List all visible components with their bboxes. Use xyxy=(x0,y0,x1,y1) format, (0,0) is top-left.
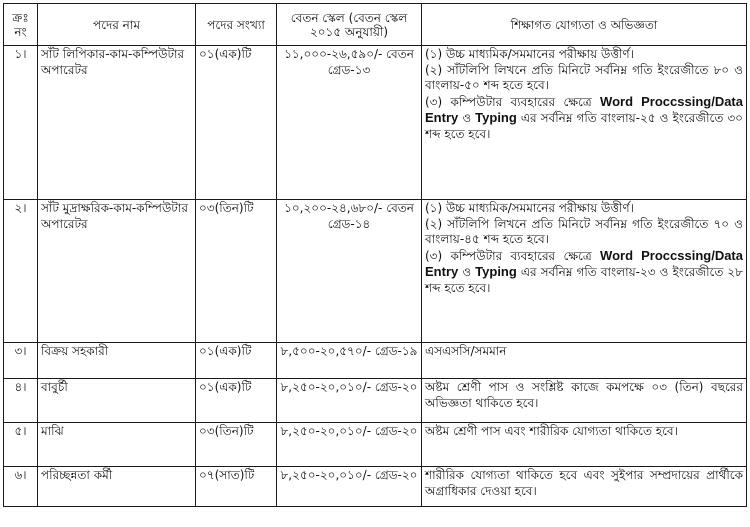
qualification-line-3-prefix: (৩) কম্পিউটার ব্যবহারের ক্ষেত্রে xyxy=(425,94,592,109)
row-post-count: ০১(এক)টি xyxy=(196,343,277,379)
row-serial: ২। xyxy=(4,200,38,343)
qualification-conjunction: ও xyxy=(462,265,472,279)
qualification-line-3 xyxy=(425,248,743,297)
qualification-conjunction: ও xyxy=(462,111,472,125)
row-post-name: বিক্রয় সহকারী xyxy=(38,343,196,379)
row-pay-scale: ৮,৫০০-২০,৫৭০/- গ্রেড-১৯ xyxy=(277,343,422,379)
row-pay-scale: ৮,২৫০-২০,০১০/- গ্রেড-২০ xyxy=(277,467,422,507)
row-post-count: ০৩(তিন)টি xyxy=(196,423,277,467)
table-row xyxy=(4,467,747,507)
table-header-row xyxy=(4,4,747,46)
row-serial: ৫। xyxy=(4,423,38,467)
row-pay-scale: ৮,২৫০-২০,০১০/- গ্রেড-২০ xyxy=(277,379,422,423)
header-post-name: পদের নাম xyxy=(38,4,196,46)
table-row xyxy=(4,200,747,343)
row-post-count: ০১(এক)টি xyxy=(196,46,277,200)
row-post-name: সাঁট লিপিকার-কাম-কম্পিউটার অপারেটর xyxy=(38,46,196,200)
header-post-count: পদের সংখ্যা xyxy=(196,4,277,46)
table-row xyxy=(4,46,747,200)
table-row xyxy=(4,343,747,379)
qualification-line-2: (২) সাঁটলিপি লিখনে প্রতি মিনিটে সর্বনিম্ন গতি ইংরেজীতে ৮০ ও বাংলায়-৫০ শব্দ হতে হবে। xyxy=(425,62,743,92)
row-pay-scale: ৮,২৫০-২০,০১০/- গ্রেড-২০ xyxy=(277,423,422,467)
header-qualification: শিক্ষাগত যোগ্যতা ও অভিজ্ঞতা xyxy=(422,4,747,46)
qualification-line-3 xyxy=(425,94,743,143)
row-serial: ৩। xyxy=(4,343,38,379)
qualification-software-term: Word Proccssing/Data Entry xyxy=(425,93,743,125)
qualification-line-1: (১) উচ্চ মাধ্যমিক/সমমানের পরীক্ষায় উত্তীর্ণ। xyxy=(425,47,634,61)
qualification-line-1: (১) উচ্চ মাধ্যমিক/সমমানের পরীক্ষায় উত্তীর্ণ। xyxy=(425,201,634,215)
header-pay-scale: বেতন স্কেল (বেতন স্কেল ২০১৫ অনুযায়ী) xyxy=(277,4,422,46)
row-qualification: অষ্টম শ্রেণী পাস ও সংশ্লিষ্ট কাজে কমপক্ষে ০৩ (তিন) বছরের অভিজ্ঞতা থাকিতে হবে। xyxy=(422,379,747,423)
row-serial: ৪। xyxy=(4,379,38,423)
row-serial: ৬। xyxy=(4,467,38,507)
row-qualification xyxy=(422,46,747,200)
qualification-line-2: (২) সাঁটলিপি লিখনে প্রতি মিনিটে সর্বনিম্ন গতি ইংরেজীতে ৭০ ও বাংলায়-৪৫ শব্দ হতে হবে। xyxy=(425,216,743,246)
header-serial: ক্রঃ নং xyxy=(4,4,38,46)
row-post-count: ০১(এক)টি xyxy=(196,379,277,423)
row-serial: ১। xyxy=(4,46,38,200)
row-post-count: ০৩(তিন)টি xyxy=(196,200,277,343)
job-vacancy-table xyxy=(3,3,747,507)
row-qualification: অষ্টম শ্রেণী পাস এবং শারীরিক যোগ্যতা থাকিতে হবে। xyxy=(422,423,747,467)
row-pay-scale: ১০,২০০-২৪,৬৮০/- বেতন গ্রেড-১৪ xyxy=(277,200,422,343)
qualification-line-3-prefix: (৩) কম্পিউটার ব্যবহারের ক্ষেত্রে xyxy=(425,248,592,263)
row-post-name: মাঝি xyxy=(38,423,196,467)
qualification-typing-term: Typing xyxy=(475,110,517,125)
qualification-line-3-suffix: এর সর্বনিম্ন গতি বাংলায়-২৫ ও ইংরেজীতে ৩০ শব্দ হতে হবে। xyxy=(425,111,743,141)
row-pay-scale: ১১,০০০-২৬,৫৯০/- বেতন গ্রেড-১৩ xyxy=(277,46,422,200)
row-qualification xyxy=(422,200,747,343)
row-post-name: বাবুর্চী xyxy=(38,379,196,423)
qualification-software-term: Word Proccssing/Data Entry xyxy=(425,247,743,279)
qualification-line-3-suffix: এর সর্বনিম্ন গতি বাংলায়-২৩ ও ইংরেজীতে ২৮ শব্দ হতে হবে। xyxy=(425,265,743,295)
table-row xyxy=(4,379,747,423)
row-post-name: সাঁট মুদ্রাক্ষরিক-কাম-কম্পিউটার অপারেটর xyxy=(38,200,196,343)
row-post-name: পরিচ্ছন্নতা কর্মী xyxy=(38,467,196,507)
row-post-count: ০৭(সাত)টি xyxy=(196,467,277,507)
table-row xyxy=(4,423,747,467)
row-qualification: শারীরিক যোগ্যতা থাকিতে হবে এবং সুইপার সম্প্রদায়ের প্রার্থীকে অগ্রাধিকার দেওয়া হবে। xyxy=(422,467,747,507)
row-qualification: এসএসসি/সমমান xyxy=(422,343,747,379)
qualification-typing-term: Typing xyxy=(475,264,517,279)
